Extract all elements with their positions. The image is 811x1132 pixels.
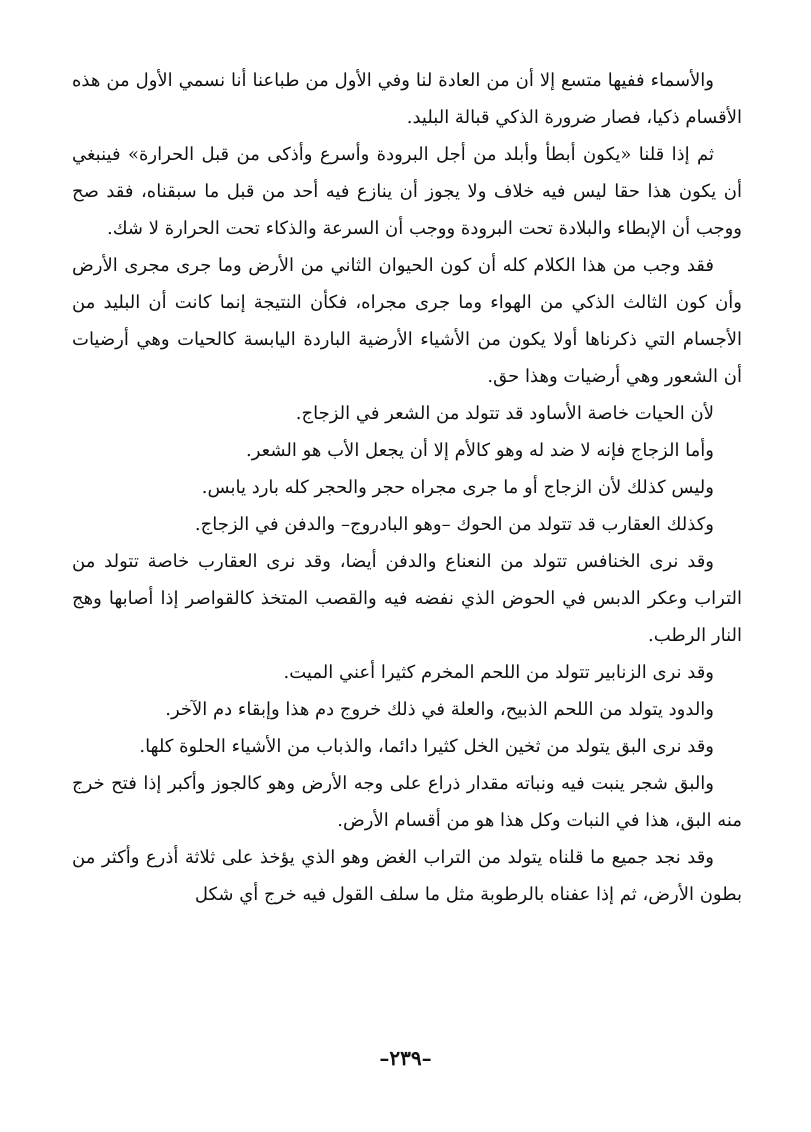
paragraph: والدود يتولد من اللحم الذبيح، والعلة في ذلك خروج دم هذا وإبقاء دم الآخر. [165,699,714,720]
paragraph: وقد نرى البق يتولد من ثخين الخل كثيرا دائما، والذباب من الأشياء الحلوة كلها. [139,736,714,757]
paragraph: فقد وجب من هذا الكلام كله أن كون الحيوان الثاني من الأرض وما جرى مجرى الأرض وأن كون الثالث الذكي من الهواء وما جرى مجراه، فكأن النتيجة إنما كانت أن البليد من الأجسام التي ذكرناها أولا يكون من الأشياء الأرضية الباردة اليابسة كالحيات وهي أرضيات أن الشعور وهي أرضيات وهذا حق. [72,255,742,387]
paragraph: وقد نرى الخنافس تتولد من النعناع والدفن أيضا، وقد نرى العقارب خاصة تتولد من التراب وعكر الدبس في الحوض الذي نفضه فيه والقصب المتخذ كالقواصر إذا أصابها وهج النار الرطب. [72,551,742,646]
paragraph: وكذلك العقارب قد تتولد من الحوك –وهو البادروج– والدفن في الزجاج. [194,514,714,535]
paragraph: وليس كذلك لأن الزجاج أو ما جرى مجراه حجر والحجر كله بارد يابس. [201,477,714,498]
paragraph: والأسماء ففيها متسع إلا أن من العادة لنا وفي الأول من طباعنا أنا نسمي الأول من هذه الأقسام ذكيا، فصار ضرورة الذكي قبالة البليد. [72,70,742,128]
paragraph: وقد نجد جميع ما قلناه يتولد من التراب الغض وهو الذي يؤخذ على ثلاثة أذرع وأكثر من بطون الأرض، ثم إذا عفناه بالرطوبة مثل ما سلف القول فيه خرج أي شكل [72,847,742,905]
page-number: –٢٣٩– [379,1046,432,1070]
paragraph: وقد نرى الزنابير تتولد من اللحم المخرم كثيرا أعني الميت. [283,662,714,683]
paragraph: لأن الحيات خاصة الأساود قد تتولد من الشعر في الزجاج. [295,403,714,424]
paragraph: وأما الزجاج فإنه لا ضد له وهو كالأم إلا أن يجعل الأب هو الشعر. [246,440,714,461]
paragraph: ثم إذا قلنا «يكون أبطأ وأبلد من أجل البرودة وأسرع وأذكى من قبل الحرارة» فينبغي أن يكون هذا حقا ليس فيه خلاف ولا يجوز أن ينازع فيه أحد من قبل ما سبقناه، فقد صح ووجب أن الإبطاء والبلادة تحت البرودة ووجب أن السرعة والذكاء تحت الحرارة لا شك. [72,144,742,239]
page-body [72,62,742,913]
paragraph: والبق شجر ينبت فيه ونباته مقدار ذراع على وجه الأرض وهو كالجوز وأكبر إذا فتح خرج منه البق، هذا في النبات وكل هذا هو من أقسام الأرض. [72,773,742,831]
